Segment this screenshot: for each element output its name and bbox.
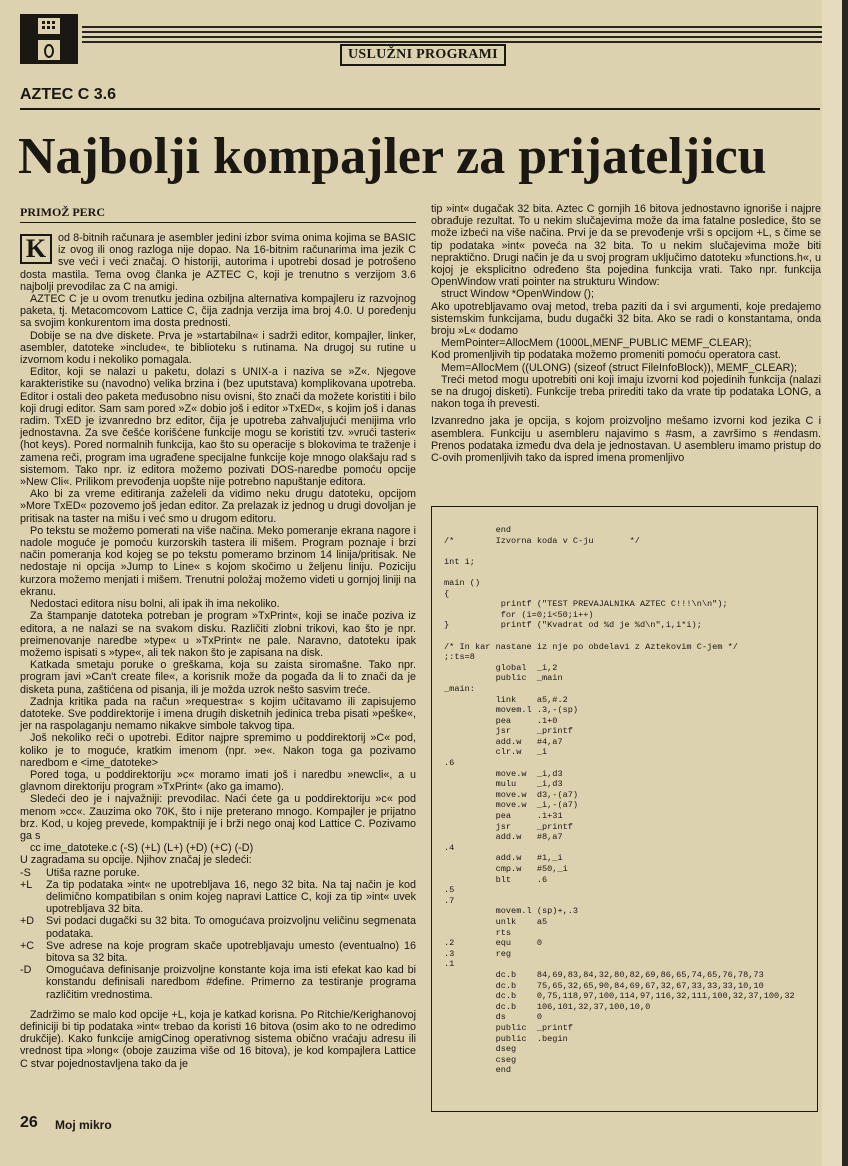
code-line: for (i=0;i<50;i++) [444,609,594,620]
divider [20,108,820,110]
code-line: .5 [444,885,455,896]
code-line: pea .1+0 [444,715,558,726]
article-headline: Najbolji kompajler za prijateljicu [18,128,767,185]
code-line: add.w #4,a7 [444,736,563,747]
option-item: -S Utiša razne poruke. [20,866,140,879]
paragraph: tip »int« dugačak 32 bita. Aztec C gornjih 16 bitova jednostavno ignoriše i najpre obrađuje rezultat. To u nekim slučajevima može da ima fatalne posledice, što se može izbeći na više načina. Prvi je da se prevođenje vrši s opcijom +L, s čime se tip podataka »int« poveća na 32 bita. To u nekim slučajevima može biti nepraktično. Drugi način je da u svoj program uključimo datoteku »functions.h«, u kojoj je eksplicitno određeno šta pojedina funkcija vrati. Tako npr. funkcija OpenWindow vrati pointer na strukturu Window: [431,203,821,289]
code-line: blt .6 [444,874,548,885]
paragraph: AZTEC C je u ovom trenutku jedina ozbiljna alternativa kompajleru iz razvojnog paketa, tj. Metacomcovom Lattice C, čija zadnja verzija ima broj 4.0. U poređenju sa svojim konkurentom ima dosta prednosti. [20,293,416,330]
code-line: global _i,2 [444,662,558,673]
article-author: PRIMOŽ PERC [20,205,105,219]
code-line: end [444,1065,512,1076]
paragraph: Zadnja kritika pada na račun »requestra« s kojim učitavamo ili zapisujemo datoteke. Sve poddirektorije i imena drugih disketnih jedinica treba pisati »peške«, jer na raspolaganju nemamo nikakve simbole takvog tipa. [20,695,416,733]
code-line: dc.b 0,75,118,97,100,114,97,116,32,111,100,32,37,100,32 [444,991,795,1002]
option-item: +L Za tip podataka »int« ne upotrebljava 16, nego 32 bita. Na taj način je kod delimično kompatibilan s onim kojeg napravi Lattice C, koji za tip »int« uvek upotrebljava 32 bita. [20,878,416,916]
code-listing-text [432,507,817,1076]
code-line: rts [444,927,512,938]
code-line: move.w d3,-(a7) [444,789,579,800]
paragraph: Katkada smetaju poruke o greškama, koja su zaista siromašne. Tako npr. program javi »Can't create file«, a korisnik može da pogađa da li to znači da je disketa puna, zaštićena od pisanja, ili je možda uzrok nešto sasvim treće. [20,659,416,696]
code-line: /* Izvorna koda v C-ju */ [444,535,640,546]
code-line: .1 [444,959,455,970]
code-listing [431,506,818,1112]
code-line: clr.w _i [444,747,548,758]
code-line [444,631,809,642]
code-line: public _main [444,673,563,684]
code-line: .3 reg [444,948,512,959]
command-line: cc ime_datoteke.c (-S) (+L) (L+) (+D) (+C) (-D) [30,842,254,855]
code-line: cseg [444,1054,517,1065]
option-item: +D Svi podaci dugački su 32 bita. To omogućava proizvoljnu veličinu segmenata podataka. [20,915,416,940]
code-line: ds 0 [444,1012,542,1023]
paragraph: Još nekoliko reči o upotrebi. Editor najpre spremimo u poddirektorij »C« pod, koliko je to moguće, kratkim imenom (npr. »e«. Nakon toga ga pozivamo naredbom e <ime_datoteke> [20,732,416,769]
code-line: dseg [444,1044,517,1055]
code-line: printf ("TEST PREVAJALNIKA AZTEC C!!!\n\n"); [444,599,728,610]
code-line: movem.l (sp)+,.3 [444,906,579,917]
paragraph: Editor, koji se nalazi u paketu, dolazi s UNIX-a i naziva se »Z«. Njegove karakteristike su (navodno) velika brzina i (bez uputstava) komplikovana upotreba. Editor i ostali deo paketa međusobno nisu ovisni, što znači da možete koristiti i bilo koji drugi editor. Sam sam pored »Z« dobio još i editor »TxED«, s kojim još i danas radim. TxED je izvanredno brz editor, čija je upotreba zahvaljujući menijima vrlo jednostavna. Za sve češće korišćene funkcije mogu se koristiti tzv. »vrući tasteri« (hot keys). Pored normalnih funkcija, kao što su operacije s blokovima te traženje i zamena reči, program ima ugrađene specijalne funkcije koje mnogo olakšaju rad s sistemom. Tako npr. iz editora možemo pozivati DOS-naredbe pomoću opcije »New Cli«. Prilikom prevođenja uopšte nije potrebno napuštanje editora. [20,366,416,489]
option-item: -D Omogućava definisanje proizvoljne konstante koja ima isti efekat kao kad bi konstandu definisali naredbom #define. Primerno za testiranje programa različitim vrednostima. [20,964,416,1001]
paragraph: Ako upotrebljavamo ovaj metod, treba paziti da i svi argumenti, koje predajemo sistemskim funkcijama, budu dugački 32 bita. Ako se radi o konstantama, onda broju »L« dodamo [431,300,821,338]
paragraph: Za štampanje datoteka potreban je program »TxPrint«, koji se inače poziva iz editora, a ne nalazi se na svakom disku. Različiti zlobni trikovi, kao što je npr. preimenovanje naredbe »type« u »TxPrint« ne pale. Naravno, datoteku ipak možemo ispisati s »type«, ali tek nakon što je zapisana na disk. [20,610,416,659]
code-line: .6 [444,758,455,769]
adjacent-page-edge [822,0,848,1166]
code-line: jsr _printf [444,821,573,832]
code-snippet: MemPointer=AllocMem (1000L,MENF_PUBLIC MEMF_CLEAR); [441,337,752,350]
paragraph: K od 8-bitnih računara je asembler jedini izbor svima onima kojima se BASIC iz ovog ili onog razloga nije dopao. Na 16-bitnim računarima ima jezik C sve veći i veći značaj. O historiji, autorima i upotrebi dosad je potrošeno dosta mastila. Tema ovog članka je AZTEC C, koji je trenutno s verzijom 3.6 najbolji prevodilac za C na amigi. [20,232,416,293]
code-snippet: struct Window *OpenWindow (); [441,288,595,301]
paragraph: Nedostaci editora nisu bolni, ali ipak ih ima nekoliko. [30,598,280,611]
article-kicker: AZTEC C 3.6 [20,86,117,103]
paragraph: Po tekstu se možemo pomerati na više načina. Meko pomeranje ekrana nagore i nadole moguće je pomoću kurzorskih tastera ili mišem. Program poznaje i brzi način pomeranja kod kojeg se po tekstu pomeramo brzinom 14 linija/pritisak. Ne nedostaje ni opcija »Jump to Line« s kojom skočimo u željenu liniju. Poziciju kurzora možemo menjati i mišem. Trenutni položaj možemo videti u gornjoj liniji na ekranu. [20,524,416,598]
left-column [20,232,416,1070]
code-line: dc.b 106,101,32,37,100,10,0 [444,1001,651,1012]
code-line: public _printf [444,1022,573,1033]
floppy-disk-icon [20,14,78,64]
code-line: add.w #1,_i [444,853,563,864]
paragraph: U zagradama su opcije. Njihov značaj je sledeći: [20,854,252,867]
section-label: USLUŽNI PROGRAMI [340,44,506,66]
code-line [444,567,809,578]
code-line: int i; [444,556,475,567]
paragraph: Kod promenljivih tip podataka možemo promeniti pomoću operatora cast. [431,349,781,362]
paragraph: Dobije se na dve diskete. Prva je »startabilna« i sadrži editor, kompajler, linker, asembler, datoteke »include«, te biblioteku s rutinama. Na drugoj su rutine u izvornom kodu i nekoliko pomagala. [20,329,416,367]
code-line: main () [444,577,481,588]
code-line: cmp.w #50,_i [444,864,568,874]
code-line: move.w _i,d3 [444,768,563,779]
code-line: add.w #8,a7 [444,832,563,843]
code-line [444,546,809,557]
paragraph: Ako bi za vreme editiranja zaželeli da vidimo neku drugu datoteku, opcijom »More TxED« pozovemo još jedan editor. Za prelazak iz jednog u drugi dovoljan je pritisak na taster na mišu i već smo u drugom editoru. [20,488,416,525]
code-line: ;:ts=8 [444,652,475,663]
right-column [431,203,821,464]
code-line: /* In kar nastane iz nje po obdelavi z Aztekovim C-jem */ [444,641,738,652]
paragraph: Treći metod mogu upotrebiti oni koji imaju izvorni kod pojedinih funkcija (nalazi se na drugoj disketi). Funkcije treba prirediti tako da vrate tip podataka LONG, a nakon toga ih prevesti. [431,373,821,411]
magazine-name: Moj mikro [55,1118,112,1132]
page-number: 26 [20,1114,38,1131]
code-line: move.w _i,-(a7) [444,800,579,811]
code-line: .2 equ 0 [444,938,542,949]
code-line: dc.b 75,65,32,65,90,84,69,67,32,67,33,33,33,10,10 [444,980,764,991]
code-line: unlk a5 [444,916,548,927]
code-line: _main: [444,683,475,694]
code-line: .4 [444,842,455,853]
code-line: { [444,588,450,599]
code-line: .7 [444,895,455,906]
code-line: mulu _i,d3 [444,779,563,790]
paragraph: Izvanredno jaka je opcija, s kojom proizvoljno mešamo izvorni kod jezika C i asemblera. Funkciju u asembleru najavimo s #asm, a završimo s #endasm. Prenos podataka između dva dela je jednostavan. U asembleru imamo pristup do C-ovih promenljivih tako da ispred imena promenljivo [431,415,821,465]
code-line: link a5,#.2 [444,694,568,705]
code-line: end [444,525,512,535]
drop-cap: K [20,234,52,264]
code-line: jsr _printf [444,726,573,737]
code-line: pea .1+31 [444,811,563,822]
code-line: movem.l .3,-(sp) [444,705,579,716]
paragraph: Sledeći deo je i najvažniji: prevodilac. Naći ćete ga u poddirektoriju »c« pod menom »cc«. Zauzima oko 70K, što i nije preterano mnogo. Kompajler je prijatno brz. Kod, u kojeg prevede, kompaktniji je i brži nego onaj kod Lattice C. Pozivamo ga s [20,793,416,842]
paragraph: Pored toga, u poddirektoriju »c« moramo imati još i naredbu »newcli«, a u glavnom direktoriju program »TxPrint« (ako ga imamo). [20,768,416,794]
divider [20,222,416,223]
code-line: public .begin [444,1033,568,1044]
code-line: dc.b 84,69,83,84,32,80,82,69,86,65,74,65,76,78,73 [444,969,764,980]
option-item: +C Sve adrese na koje program skače upotrebljavaju umesto (eventualno) 16 bitova sa 32 bita. [20,939,416,964]
paragraph: Zadržimo se malo kod opcije +L, koja je katkad korisna. Po Ritchie/Kerighanovoj definiciji bi tip podataka »int« trebao da koristi 16 bitova (osim ako to ne odredimo drukčije). Kako funkcije amigCinog operativnog sistema obično vraćaju adresu ili vrednost tipa »long« (oboje zauzima više od 16 bitova), je kod kompajlera Lattice C stvar pojednostavljena tako da je [20,1008,416,1070]
code-snippet: Mem=AllocMem ((ULONG) (sizeof (struct FileInfoBlock)), MEMF_CLEAR); [441,361,798,374]
code-line: } printf ("Kvadrat od %d je %d\n",i,i*i); [444,620,702,631]
